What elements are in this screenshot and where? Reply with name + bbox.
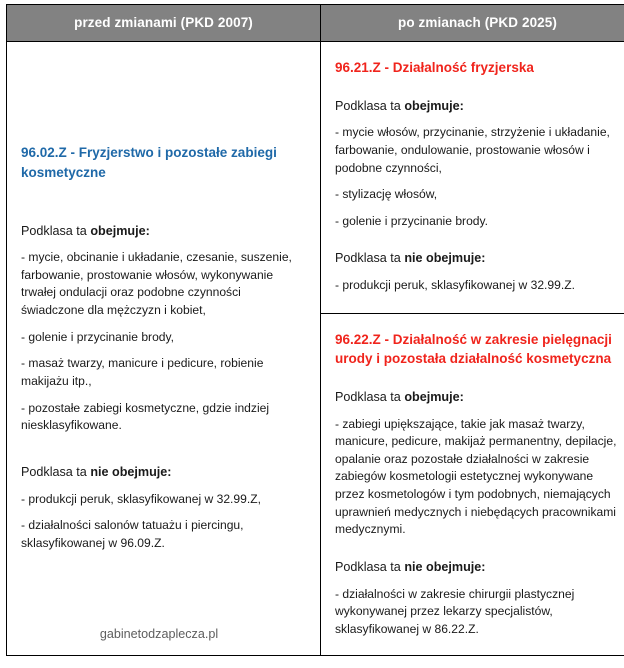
list-item: - działalności w zakresie chirurgii plastycznej wykonywanej przez lekarzy specjalistów, sklasyfikowanej w 86.22.Z. <box>335 586 620 639</box>
list-item: - produkcji peruk, sklasyfikowanej w 32.99.Z. <box>335 277 620 295</box>
list-item: - mycie włosów, przycinanie, strzyżenie i układanie, farbowanie, ondulowanie, prostowanie włosów i podobne czynności, <box>335 124 620 177</box>
right-section-9622z <box>321 314 624 655</box>
watermark: gabinetodzaplecza.pl <box>7 627 312 641</box>
right-includes-label-1-bold: obejmuje: <box>404 99 463 113</box>
pkd-code-title-9621z: 96.21.Z - Działalność fryzjerska <box>335 58 620 78</box>
right-excludes-label-2-bold: nie obejmuje: <box>404 560 485 574</box>
table-body-row <box>7 42 624 656</box>
list-item: - stylizację włosów, <box>335 186 620 204</box>
cell-pkd-2025 <box>321 42 624 656</box>
right-excludes-label-2-prefix: Podklasa ta <box>335 560 404 574</box>
list-item: - mycie, obcinanie i układanie, czesanie, suszenie, farbowanie, prostowanie włosów, wykonywanie trwałej ondulacji oraz podobne czynności świadczone dla mężczyzn i kobiet, <box>21 249 306 320</box>
right-excludes-label-1-prefix: Podklasa ta <box>335 251 404 265</box>
list-item: - masaż twarzy, manicure i pedicure, robienie makijażu itp., <box>21 355 306 390</box>
column-header-after: po zmianach (PKD 2025) <box>321 5 624 42</box>
table-header-row <box>7 5 624 42</box>
right-excludes-label-2 <box>335 559 620 577</box>
right-includes-label-1-prefix: Podklasa ta <box>335 99 404 113</box>
pkd-code-title-9622z: 96.22.Z - Działalność w zakresie pielęgnacji urody i pozostała działalność kosmetyczna <box>335 330 620 369</box>
list-item: - pozostałe zabiegi kosmetyczne, gdzie indziej niesklasyfikowane. <box>21 400 306 435</box>
list-item: - działalności salonów tatuażu i piercingu, sklasyfikowanej w 96.09.Z. <box>21 517 306 552</box>
left-includes-label-bold: obejmuje: <box>90 224 149 238</box>
right-includes-label-1 <box>335 98 620 116</box>
left-includes-label-prefix: Podklasa ta <box>21 224 90 238</box>
column-header-before: przed zmianami (PKD 2007) <box>7 5 321 42</box>
cell-pkd-2007 <box>7 42 321 656</box>
right-excludes-label-1-bold: nie obejmuje: <box>404 251 485 265</box>
pkd-code-title-9602z: 96.02.Z - Fryzjerstwo i pozostałe zabiegi kosmetyczne <box>21 143 306 182</box>
list-item: - produkcji peruk, sklasyfikowanej w 32.99.Z, <box>21 491 306 509</box>
list-item: - golenie i przycinanie brody. <box>335 213 620 231</box>
list-item: - zabiegi upiększające, takie jak masaż twarzy, manicure, pedicure, makijaż permanentny, depilacje, opalanie oraz pozostałe działalności w zakresie zabiegów kosmetologii estetycznej wykonywane przez kosmetologów i tym podobnych, niemających uprawnień medycznych i niebędących pracownikami medycznymi. <box>335 416 620 540</box>
right-includes-label-2-prefix: Podklasa ta <box>335 390 404 404</box>
right-includes-label-2-bold: obejmuje: <box>404 390 463 404</box>
right-includes-label-2 <box>335 389 620 407</box>
left-excludes-label-bold: nie obejmuje: <box>90 465 171 479</box>
left-excludes-label <box>21 464 306 482</box>
list-item: - golenie i przycinanie brody, <box>21 329 306 347</box>
pkd-comparison-table <box>6 4 624 656</box>
left-excludes-label-prefix: Podklasa ta <box>21 465 90 479</box>
right-section-9621z <box>321 42 624 313</box>
left-includes-label <box>21 223 306 241</box>
right-excludes-label-1 <box>335 250 620 268</box>
left-column-content <box>7 42 320 654</box>
